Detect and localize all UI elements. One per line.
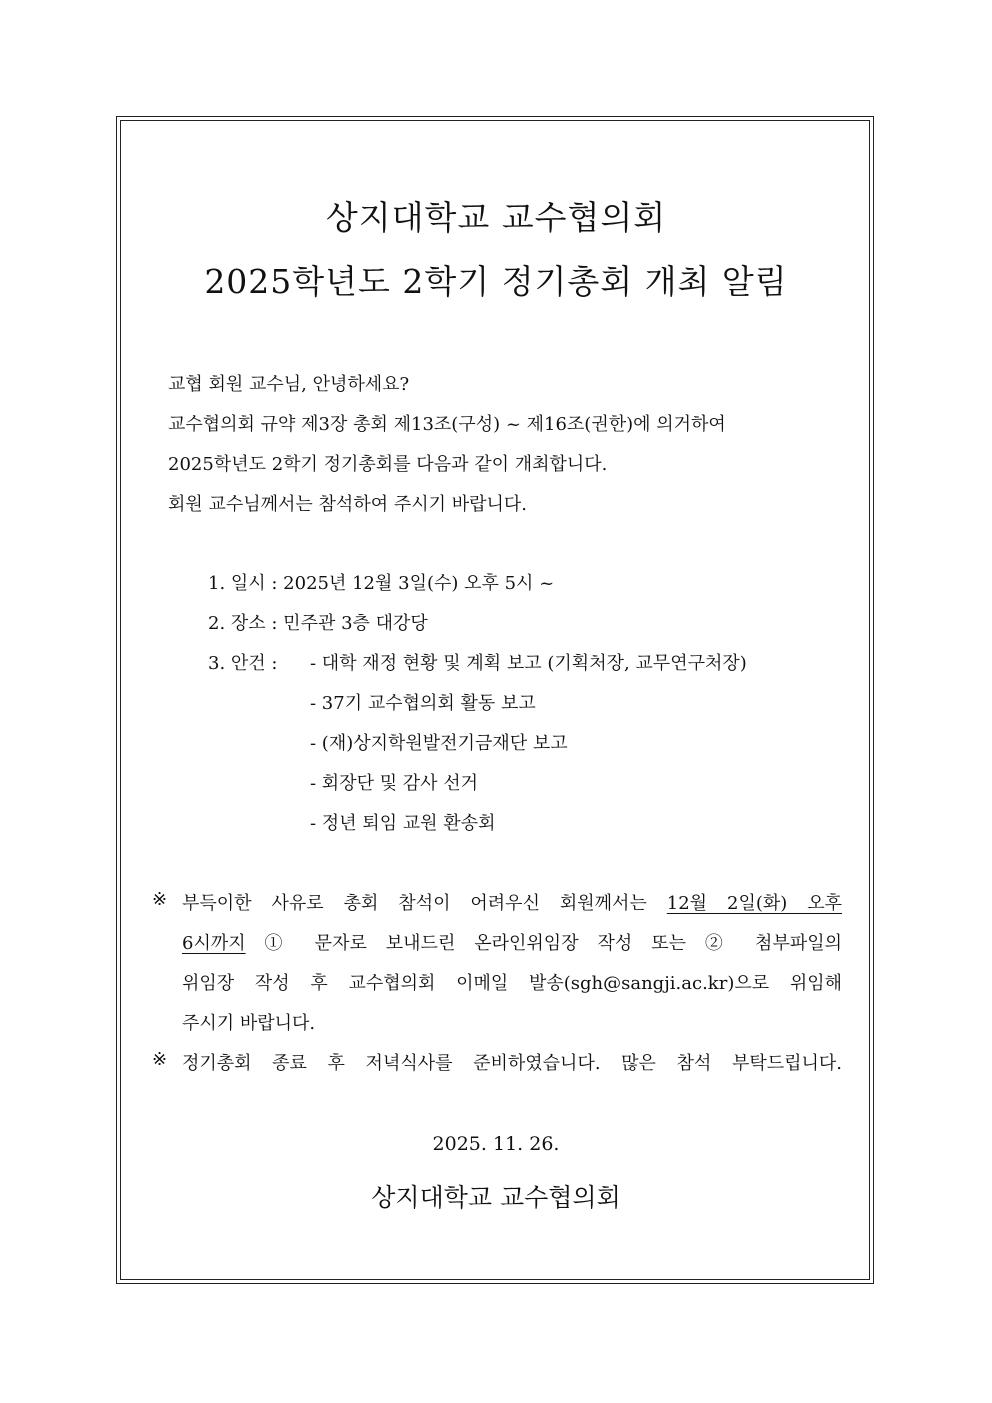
note-mark: ※ <box>152 889 168 910</box>
greeting-request: 회원 교수님께서는 참석하여 주시기 바랍니다. <box>168 494 527 515</box>
signature: 상지대학교 교수협의회 <box>371 1183 621 1212</box>
agenda-item: - 정년 퇴임 교원 환송회 <box>310 813 496 834</box>
note-proxy-line2 <box>182 929 842 955</box>
note-proxy-text: 부득이한 사유로 총회 참석이 어려우신 회원께서는 <box>182 893 667 914</box>
note-proxy-methods: ① 문자로 보내드린 온라인위임장 작성 또는 ② 첨부파일의 <box>245 933 842 954</box>
note-proxy-line4: 주시기 바랍니다. <box>182 1013 316 1034</box>
note-deadline: 12월 2일(화) 오후 <box>666 893 842 914</box>
title-notice: 2025학년도 2학기 정기총회 개최 알림 <box>204 262 788 301</box>
note-proxy-line3: 위임장 작성 후 교수협의회 이메일 발송(sgh@sangji.ac.kr)으로 위임해 <box>182 973 842 994</box>
agenda-item: - 회장단 및 감사 선거 <box>310 773 479 794</box>
note-proxy-line1 <box>182 889 842 915</box>
greeting-regulation: 교수협의회 규약 제3장 총회 제13조(구성) ~ 제16조(권한)에 의거하여 <box>168 414 726 435</box>
greeting-line: 교협 회원 교수님, 안녕하세요? <box>168 374 410 395</box>
note-mark: ※ <box>152 1049 168 1070</box>
notice-date: 2025. 11. 26. <box>432 1133 560 1155</box>
item-agenda-label: 3. 안건 : <box>208 653 278 674</box>
item-datetime: 1. 일시 : 2025년 12월 3일(수) 오후 5시 ~ <box>208 573 555 594</box>
agenda-item: - (재)상지학원발전기금재단 보고 <box>310 733 568 754</box>
agenda-item: - 대학 재정 현황 및 계획 보고 (기획처장, 교무연구처장) <box>310 653 747 674</box>
agenda-item: - 37기 교수협의회 활동 보고 <box>310 693 536 714</box>
item-place: 2. 장소 : 민주관 3층 대강당 <box>208 613 428 634</box>
title-organization: 상지대학교 교수협의회 <box>325 198 667 237</box>
note-deadline-time: 6시까지 <box>182 933 246 954</box>
note-dinner: 정기총회 종료 후 저녁식사를 준비하였습니다. 많은 참석 부탁드립니다. <box>182 1053 842 1074</box>
greeting-announcement: 2025학년도 2학기 정기총회를 다음과 같이 개최합니다. <box>168 454 608 475</box>
